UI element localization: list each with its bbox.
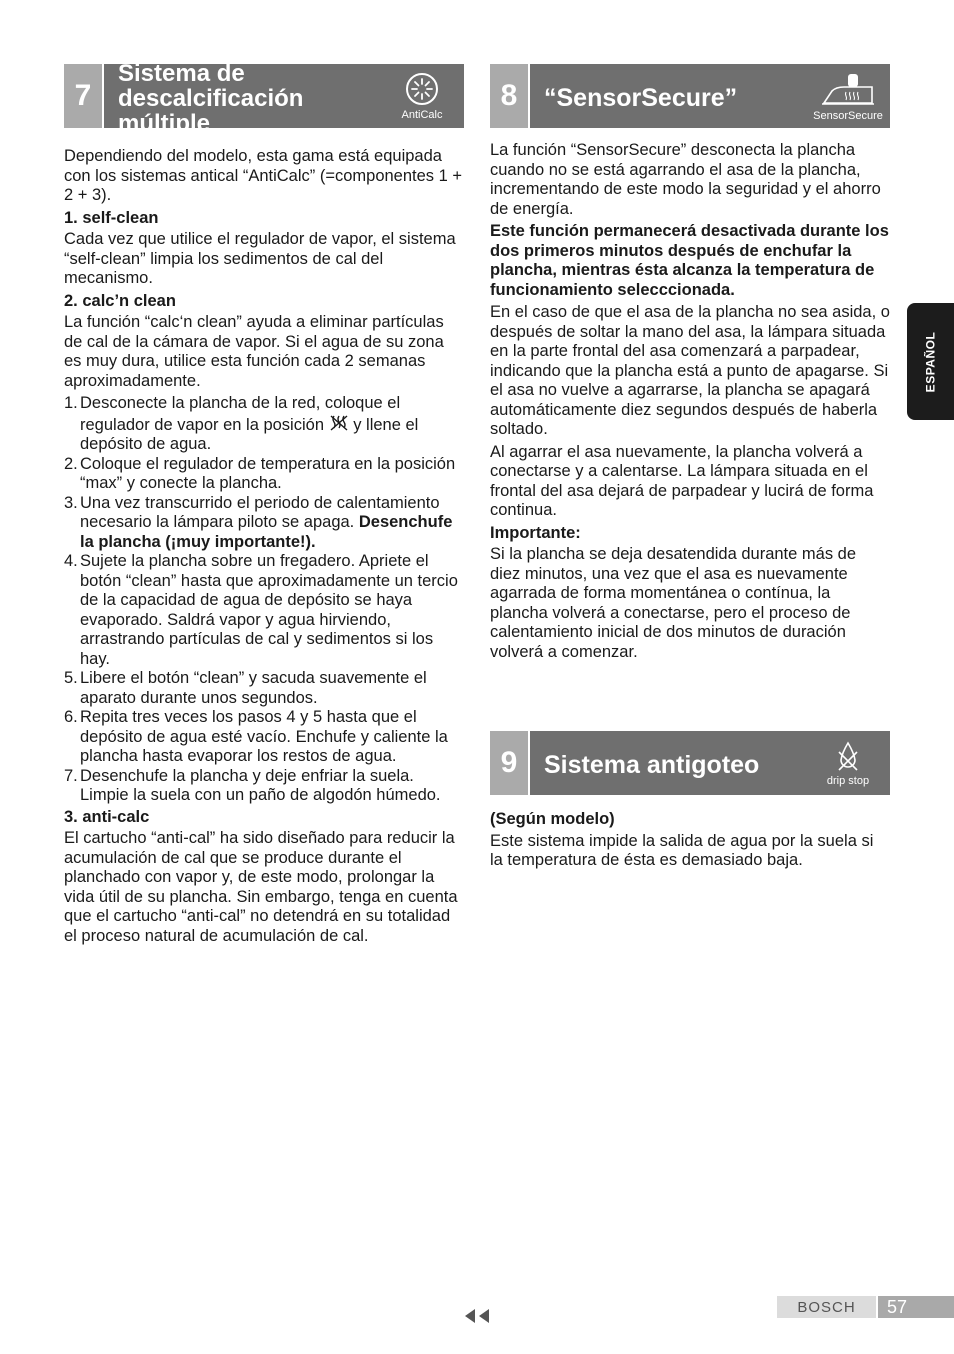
step-text: Desconecte la plancha de la red, coloque el regulador de vapor en la posición bbox=[80, 394, 401, 434]
column-right bbox=[490, 64, 890, 869]
section-9-text: Este sistema impide la salida de agua por la suela si la temperatura de ésta es demasiado baja. bbox=[490, 831, 874, 869]
anti-calc-text: El cartucho “anti-cal” ha sido diseñado para reducir la acumulación de cal que se produce durante el planchado con vapor y, de este modo, prolongar la vida útil de su plancha. Sin embargo, tenga en cuenta que el cartucho “anti-cal” no detendrá en su totalidad el proceso natural de acumulación de cal. bbox=[64, 829, 458, 945]
section-9-number: 9 bbox=[490, 731, 530, 795]
calc-clean-text: La función “calc‘n clean” ayuda a eliminar partículas de cal de la cámara de vapor. Si el agua de su zona es muy dura, utilice esta función cada 2 semanas aproximadamente. bbox=[64, 313, 444, 390]
no-steam-icon bbox=[329, 414, 349, 432]
section-7-body bbox=[64, 147, 464, 946]
section-8-p3: En el caso de que el asa de la plancha no sea asida, o después de soltar la mano del asa, la lámpara situada en la parte frontal del asa comenzará a parpadear, indicando que la plancha está a punto de apagarse. Si el asa no vuelve a agarrarse, la plancha se apagará automáticamente diez segundos después de haberla soltado. bbox=[490, 303, 890, 438]
section-7-number: 7 bbox=[64, 64, 104, 128]
step-text: Sujete la plancha sobre un fregadero. Apriete el botón “clean” hasta que aproximadamente un tercio de la capacidad de agua de depósito se haya evaporado. Saldrá vapor y agua hirviendo, arrastrando partículas de cal y sedimentos si los hay. bbox=[80, 552, 458, 668]
language-tab bbox=[907, 303, 954, 420]
section-8-body bbox=[490, 141, 890, 662]
step-number: 2. bbox=[64, 454, 78, 473]
rewind-arrows-icon bbox=[463, 1308, 493, 1324]
step-text: Libere el botón “clean” y sacuda suavemente el aparato durante unos segundos. bbox=[80, 669, 427, 707]
section-8-p4: Al agarrar el asa nuevamente, la plancha volverá a conectarse y a calentarse. La lámpara situada en el frontal del asa dejará de parpadear y lucirá de forma continua. bbox=[490, 442, 874, 519]
drip-symbol bbox=[833, 740, 863, 774]
page-number: 57 bbox=[878, 1296, 954, 1318]
list-item bbox=[64, 455, 464, 494]
self-clean-heading: 1. self-clean bbox=[64, 208, 159, 227]
section-9-body bbox=[490, 808, 890, 874]
section-9-title: Sistema antigoteo bbox=[544, 750, 760, 779]
language-label: ESPAÑOL bbox=[923, 331, 938, 392]
step-number: 7. bbox=[64, 766, 78, 785]
step-number: 6. bbox=[64, 708, 78, 726]
list-item bbox=[64, 708, 464, 767]
section-8-title: “SensorSecure” bbox=[544, 83, 738, 112]
step-number: 3. bbox=[64, 493, 78, 512]
self-clean-text: Cada vez que utilice el regulador de vapor, el sistema “self-clean” limpia los sedimentos de cal del mecanismo. bbox=[64, 230, 456, 287]
important-text: Si la plancha se deja desatendida durante más de diez minutos, una vez que el asa es nuevamente agarrada de forma momentánea o contínua, la plancha volverá a conectarse, pero el proceso de calentamiento inicial de dos minutos de duración volverá a comenzar. bbox=[490, 545, 857, 661]
step-number: 5. bbox=[64, 669, 78, 687]
list-item bbox=[64, 494, 464, 553]
step-text-end: y llene el depósito de agua. bbox=[80, 415, 419, 453]
section-7-intro: Dependiendo del modelo, esta gama está equipada con los sistemas antical “AntiCalc” (=componentes 1 + 2 + 3). bbox=[64, 147, 463, 204]
list-item bbox=[64, 394, 464, 455]
list-item bbox=[64, 669, 464, 708]
step-warning: Desenchufe la plancha (¡muy importante!). bbox=[80, 513, 453, 551]
anticalc-icon bbox=[384, 64, 464, 128]
important-heading: Importante: bbox=[490, 523, 581, 542]
calc-clean-heading: 2. calc’n clean bbox=[64, 291, 176, 310]
column-left bbox=[64, 59, 464, 949]
step-number: 1. bbox=[64, 394, 78, 412]
list-item bbox=[64, 767, 464, 806]
step-text: Una vez transcurrido el periodo de calentamiento necesario la lámpara piloto se apaga. bbox=[80, 493, 440, 531]
iron-hand-symbol bbox=[818, 71, 878, 109]
step-text: Coloque el regulador de temperatura en la posición “max” y conecte la plancha. bbox=[80, 454, 456, 492]
step-number: 4. bbox=[64, 552, 78, 570]
anticalc-caption: AntiCalc bbox=[401, 108, 443, 121]
section-8-p2: Este función permanecerá desactivada durante los dos primeros minutos después de enchufar la plancha, mientras ésta alcanza la temperatura de funcionamiento selecccionada. bbox=[490, 222, 889, 299]
section-8-header bbox=[490, 64, 890, 128]
section-7-header bbox=[64, 59, 464, 137]
list-item bbox=[64, 552, 464, 669]
brand-label: BOSCH bbox=[777, 1296, 876, 1318]
sensorsecure-icon bbox=[810, 64, 890, 128]
section-7-title: Sistema de descalcificación múltiple bbox=[118, 59, 304, 137]
calc-clean-steps bbox=[64, 394, 464, 806]
drip-stop-caption: drip stop bbox=[826, 774, 870, 787]
anticalc-symbol bbox=[402, 72, 442, 108]
step-text: Repita tres veces los pasos 4 y 5 hasta que el depósito de agua esté vacío. Enchufe y caliente la plancha hasta evaporar los restos de agua. bbox=[80, 708, 448, 765]
section-8-number: 8 bbox=[490, 64, 530, 128]
section-8-p1: La función “SensorSecure” desconecta la plancha cuando no se está agarrando el asa de la plancha, incrementando de este modo la seguridad y el ahorro de energía. bbox=[490, 141, 881, 218]
sensorsecure-caption: SensorSecure bbox=[813, 109, 883, 122]
step-text: Desenchufe la plancha y deje enfriar la suela. Limpie la suela con un paño de algodón húmedo. bbox=[80, 766, 441, 804]
drip-stop-icon bbox=[810, 731, 890, 795]
section-9-header bbox=[490, 731, 890, 795]
section-9-subheading: (Según modelo) bbox=[490, 810, 615, 828]
anti-calc-heading: 3. anti-calc bbox=[64, 807, 150, 826]
